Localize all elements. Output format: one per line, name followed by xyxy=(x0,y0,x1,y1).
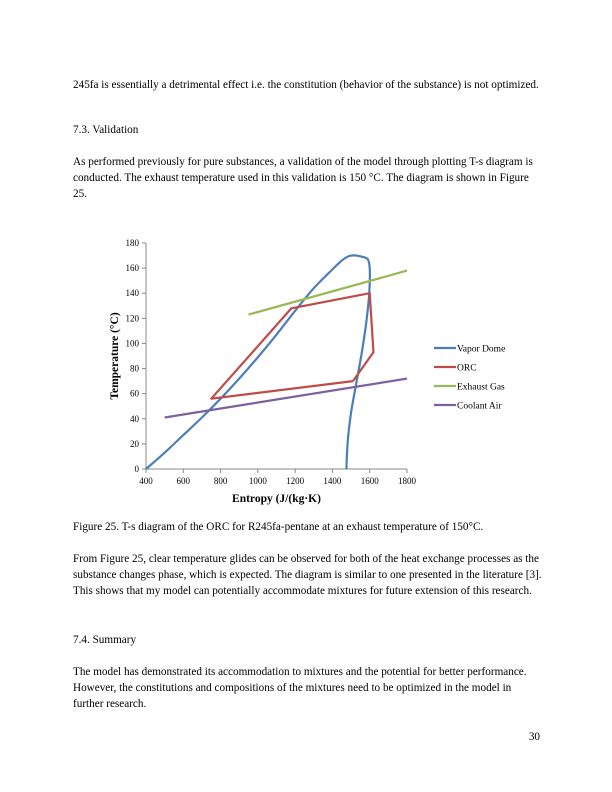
x-tick-label: 1600 xyxy=(360,476,379,486)
intro-paragraph: 245fa is essentially a detrimental effect i.e. the constitution (behavior of the substance) is not optimized. xyxy=(73,79,539,91)
legend-label-orc: ORC xyxy=(457,363,477,374)
legend-label-coolant-air: Coolant Air xyxy=(457,401,502,412)
x-tick-label: 600 xyxy=(176,476,191,486)
y-tick-label: 180 xyxy=(125,238,139,248)
discussion-paragraph: From Figure 25, clear temperature glides can be observed for both of the heat exchange processes as the substance changes phase, which is expected. The diagram is similar to one presented in the literature [3]. This shows that my model can potentially accommodate mixtures for future extension of this research. xyxy=(73,553,542,597)
x-tick-label: 400 xyxy=(139,476,153,486)
validation-paragraph: As performed previously for pure substances, a validation of the model through plotting T-s diagram is conducted. The exhaust temperature used in this validation is 150 °C. The diagram is shown in Figure 25. xyxy=(73,156,533,200)
chart-legend xyxy=(434,345,505,412)
x-tick-label: 1800 xyxy=(398,476,416,486)
x-tick-label: 1000 xyxy=(248,476,267,486)
y-tick-label: 160 xyxy=(125,263,139,274)
chart-series xyxy=(146,255,407,469)
y-tick-label: 100 xyxy=(125,338,139,349)
y-tick-label: 0 xyxy=(134,464,139,474)
summary-paragraph: The model has demonstrated its accommodation to mixtures and the potential for better performance. However, the constitutions and compositions of the mixtures need to be optimized in the model in further research. xyxy=(73,666,527,710)
series-line-vapor-dome xyxy=(146,255,370,469)
section-heading-summary: 7.4. Summary xyxy=(73,634,137,646)
legend-label-vapor-dome: Vapor Dome xyxy=(457,344,506,355)
y-tick-label: 60 xyxy=(130,388,139,399)
x-axis-title: Entropy (J/(kg·K) xyxy=(232,493,321,505)
x-tick-label: 800 xyxy=(213,476,228,486)
y-tick-label: 40 xyxy=(130,413,139,424)
y-tick-label: 20 xyxy=(130,438,139,449)
y-tick-label: 120 xyxy=(125,313,139,324)
y-tick-label: 80 xyxy=(130,363,139,374)
series-line-exhaust-gas xyxy=(249,271,407,315)
y-axis-title: Temperature (°C) xyxy=(109,312,121,400)
legend-label-exhaust-gas: Exhaust Gas xyxy=(457,382,505,393)
section-heading-validation: 7.3. Validation xyxy=(73,124,139,136)
y-tick-label: 140 xyxy=(125,288,139,299)
ts-diagram-chart xyxy=(100,232,540,512)
x-tick-label: 1400 xyxy=(323,476,342,486)
figure-caption: Figure 25. T-s diagram of the ORC for R245fa-pentane at an exhaust temperature of 150°C. xyxy=(73,521,484,533)
page-number: 30 xyxy=(528,731,540,743)
series-line-coolant-air xyxy=(165,379,407,418)
x-tick-label: 1200 xyxy=(286,476,305,486)
